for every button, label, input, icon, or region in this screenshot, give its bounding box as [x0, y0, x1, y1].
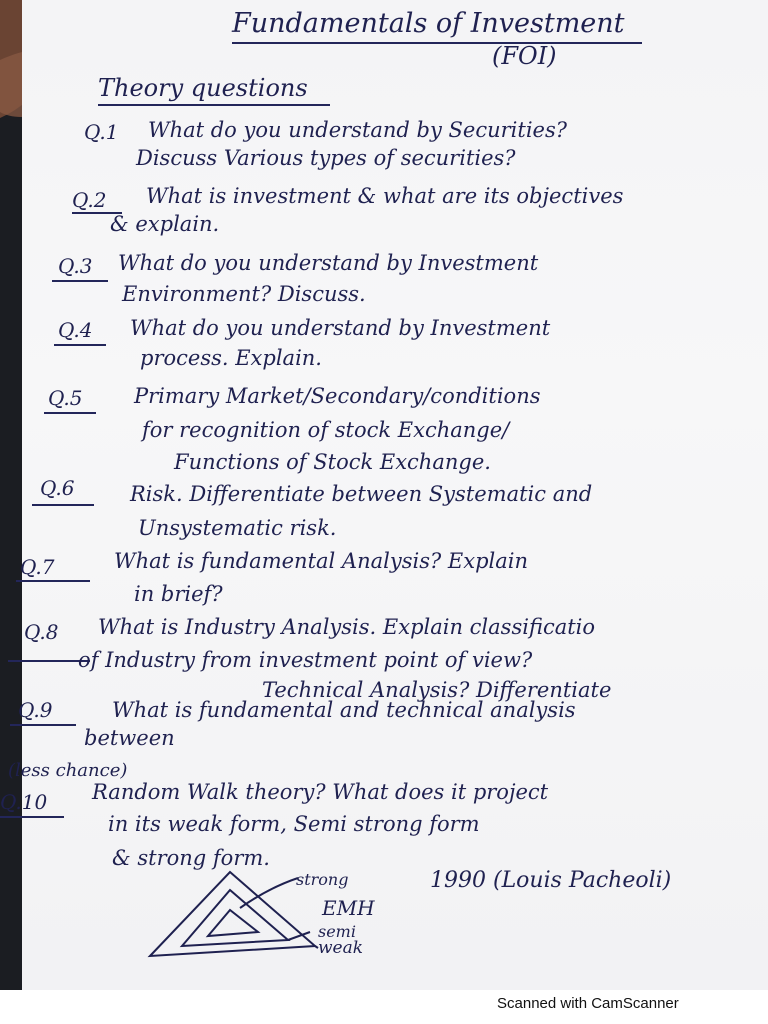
section-heading: Theory questions	[98, 74, 308, 102]
question-number-underline	[52, 280, 108, 282]
question-line: What is investment & what are its objectives	[146, 184, 624, 208]
question-line: Environment? Discuss.	[122, 282, 366, 306]
question-line: Functions of Stock Exchange.	[174, 450, 491, 474]
question-number-underline	[16, 580, 90, 582]
question-line: between	[84, 726, 175, 750]
question-line: in its weak form, Semi strong form	[108, 812, 480, 836]
question-line: Random Walk theory? What does it project	[92, 780, 549, 804]
question-number-underline	[32, 504, 94, 506]
question-line: What is fundamental and technical analysis	[112, 698, 576, 722]
question-line: process. Explain.	[140, 346, 322, 370]
diagram-label-weak: weak	[318, 938, 364, 958]
strong-form-triangle	[208, 910, 258, 936]
question-line: of Industry from investment point of view?	[78, 648, 533, 672]
question-number: Q.3	[58, 254, 93, 278]
question-number: Q.7	[20, 555, 55, 579]
question-line: & strong form.	[112, 846, 270, 870]
question-line: for recognition of stock Exchange/	[142, 418, 510, 442]
question-line: Risk. Differentiate between Systematic and	[130, 482, 593, 506]
question-number-underline	[0, 816, 64, 818]
question-number: Q.10	[0, 790, 48, 814]
question-line: What is Industry Analysis. Explain classificatio	[98, 615, 596, 639]
question-line: What is fundamental Analysis? Explain	[114, 549, 529, 573]
heading-underline	[98, 104, 330, 106]
question-line: What do you understand by Investment	[118, 251, 539, 275]
title-underline	[232, 42, 642, 44]
question-number: Q.2	[72, 188, 107, 212]
question-line: in brief?	[134, 582, 223, 606]
question-number: Q.1	[84, 120, 119, 144]
question-number-underline	[44, 412, 96, 414]
semi-strong-form-triangle	[182, 890, 288, 946]
diagram-label-semi: semi	[318, 922, 356, 941]
diagram-label-emh: EMH	[322, 896, 375, 920]
diagram-note: 1990 (Louis Pacheoli)	[430, 868, 672, 893]
question-line: & explain.	[110, 212, 220, 236]
question-number: Q.4	[58, 318, 93, 342]
question-line: Primary Market/Secondary/conditions	[134, 384, 541, 408]
strong-pointer	[240, 878, 298, 908]
priority-tag: (less chance)	[8, 760, 128, 781]
question-number: Q.5	[48, 386, 83, 410]
page-subtitle: (FOI)	[492, 42, 557, 70]
question-line: Discuss Various types of securities?	[136, 146, 516, 170]
question-number: Q.8	[24, 620, 59, 644]
question-number-underline	[10, 724, 76, 726]
question-line: What do you understand by Investment	[130, 316, 551, 340]
question-line: Technical Analysis? Differentiate	[262, 678, 612, 702]
page-title: Fundamentals of Investment	[232, 8, 625, 39]
scanner-watermark: Scanned with CamScanner	[497, 995, 679, 1012]
question-line: Unsystematic risk.	[138, 516, 337, 540]
question-number-underline	[54, 344, 106, 346]
question-number: Q.6	[40, 476, 75, 500]
question-number: Q.9	[18, 698, 53, 722]
question-line: What do you understand by Securities?	[148, 118, 568, 142]
diagram-label-strong: strong	[296, 870, 349, 889]
